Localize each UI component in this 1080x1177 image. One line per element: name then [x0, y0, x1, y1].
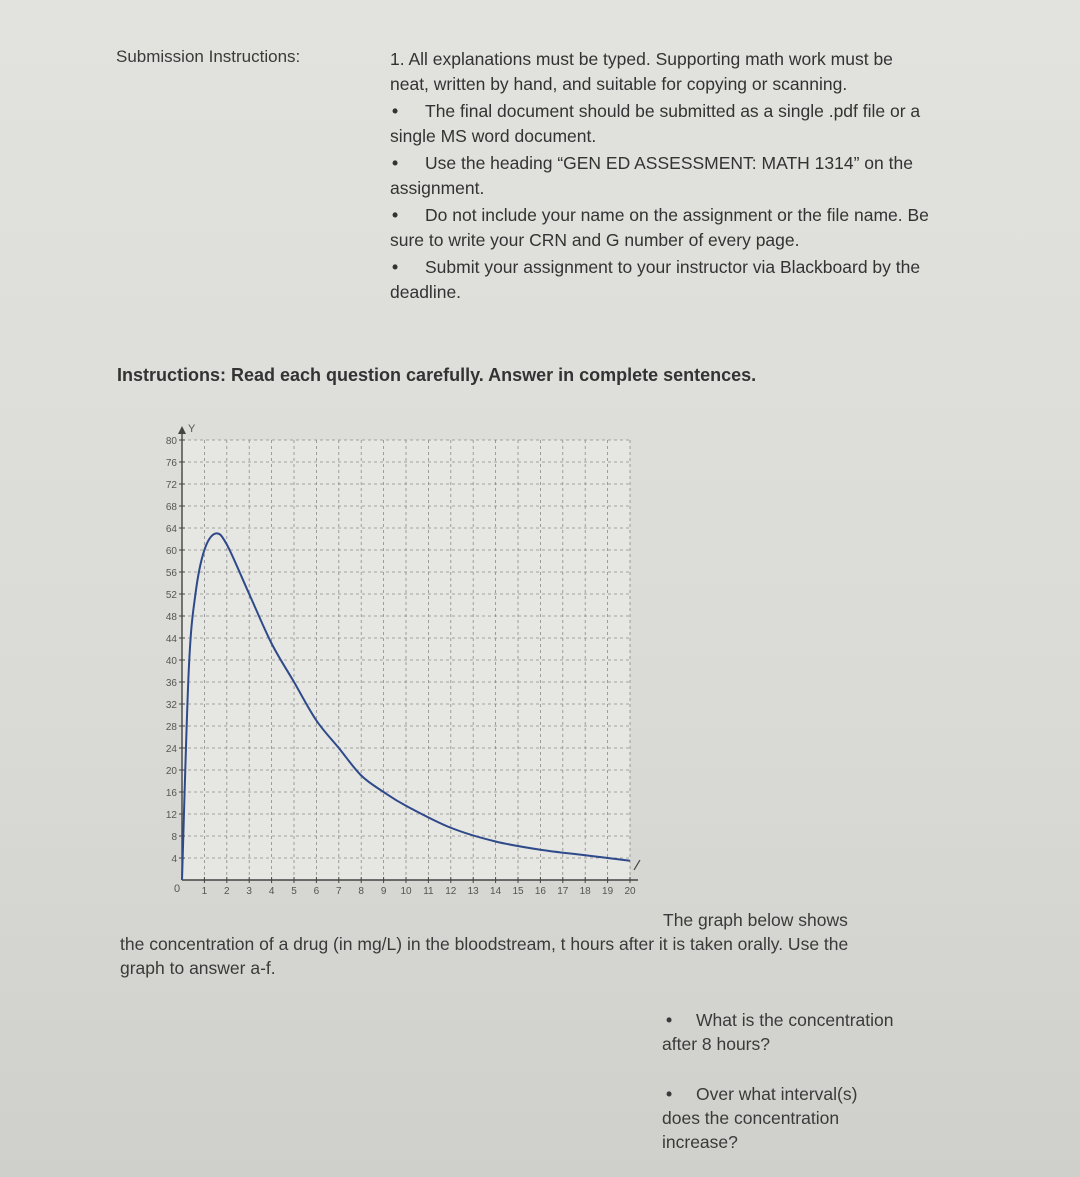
y-tick-label: 40 [165, 656, 177, 667]
instruction-item-1: 1. All explanations must be typed. Supporting math work must be neat, written by hand, and suitable for copying or scanning. [390, 49, 893, 94]
x-tick-label: 8 [358, 886, 364, 897]
x-tick-labels [202, 886, 636, 897]
y-tick-label: 8 [171, 832, 177, 843]
question-a: • What is the concentration after 8 hours? [662, 1010, 894, 1054]
question-b: • Over what interval(s) does the concentration increase? [662, 1084, 858, 1152]
x-tick-label: 5 [291, 886, 297, 897]
y-tick-label: 52 [165, 590, 177, 601]
description-rest: the concentration of a drug (in mg/L) in the bloodstream, t hours after it is taken orally. Use the graph to answer a-f. [120, 934, 849, 978]
y-tick-label: 36 [165, 678, 177, 689]
x-tick-label: 15 [512, 886, 524, 897]
x-tick-label: 19 [602, 886, 614, 897]
y-tick-label: 16 [165, 788, 177, 799]
x-tick-label: 12 [445, 886, 457, 897]
x-tick-label: 3 [246, 886, 252, 897]
y-tick-label: 12 [165, 810, 177, 821]
x-tick-label: 13 [467, 886, 479, 897]
y-tick-label: 72 [165, 480, 177, 491]
x-tick-label: 16 [534, 886, 546, 897]
instruction-bullet: • Use the heading “GEN ED ASSESSMENT: MATH 1314” on the assignment. [390, 153, 913, 198]
graph-description [120, 908, 860, 980]
x-tick-label: 14 [490, 886, 502, 897]
submission-label: Submission Instructions: [116, 47, 301, 66]
x-tick-label: 10 [400, 886, 412, 897]
y-tick-label: 76 [165, 458, 177, 469]
x-tick-label: 11 [423, 886, 434, 897]
y-tick-label: 60 [165, 546, 177, 557]
instruction-bullet: • Do not include your name on the assignment or the file name. Be sure to write your CRN and G number of every page. [390, 205, 929, 250]
y-axis-label: Y [188, 423, 196, 435]
x-tick-label: 2 [224, 886, 230, 897]
submission-instructions [390, 47, 930, 307]
y-tick-labels [166, 436, 178, 865]
instruction-bullet: • Submit your assignment to your instructor via Blackboard by the deadline. [390, 257, 921, 302]
y-axis-arrow [178, 426, 186, 434]
x-tick-label: 7 [336, 886, 342, 897]
instruction-bullet: • The final document should be submitted as a single .pdf file or a single MS word document. [390, 101, 921, 146]
y-tick-label: 68 [165, 502, 177, 513]
y-tick-label: 28 [165, 722, 177, 733]
chart-grid [182, 440, 630, 880]
x-tick-label: 18 [579, 886, 591, 897]
description-lead: The graph below shows [663, 910, 848, 930]
instructions-heading: Instructions: Read each question carefully. Answer in complete sentences. [117, 365, 757, 385]
concentration-chart [150, 418, 670, 918]
y-tick-label: 44 [165, 634, 177, 645]
origin-label: 0 [174, 883, 181, 895]
x-tick-label: 20 [624, 886, 636, 897]
y-tick-label: 24 [165, 744, 177, 755]
y-tick-label: 4 [171, 854, 177, 865]
x-tick-label: 6 [313, 886, 320, 897]
x-tick-label: 4 [268, 886, 275, 897]
x-tick-label: 17 [557, 886, 569, 897]
y-tick-label: 56 [165, 568, 177, 579]
x-axis-break [634, 860, 640, 870]
x-tick-label: 1 [201, 886, 208, 897]
y-tick-label: 48 [165, 612, 177, 623]
y-tick-label: 20 [165, 766, 177, 777]
y-tick-label: 32 [165, 700, 177, 711]
y-tick-label: 80 [165, 436, 177, 447]
y-tick-label: 64 [165, 524, 177, 535]
x-tick-label: 9 [380, 886, 387, 897]
